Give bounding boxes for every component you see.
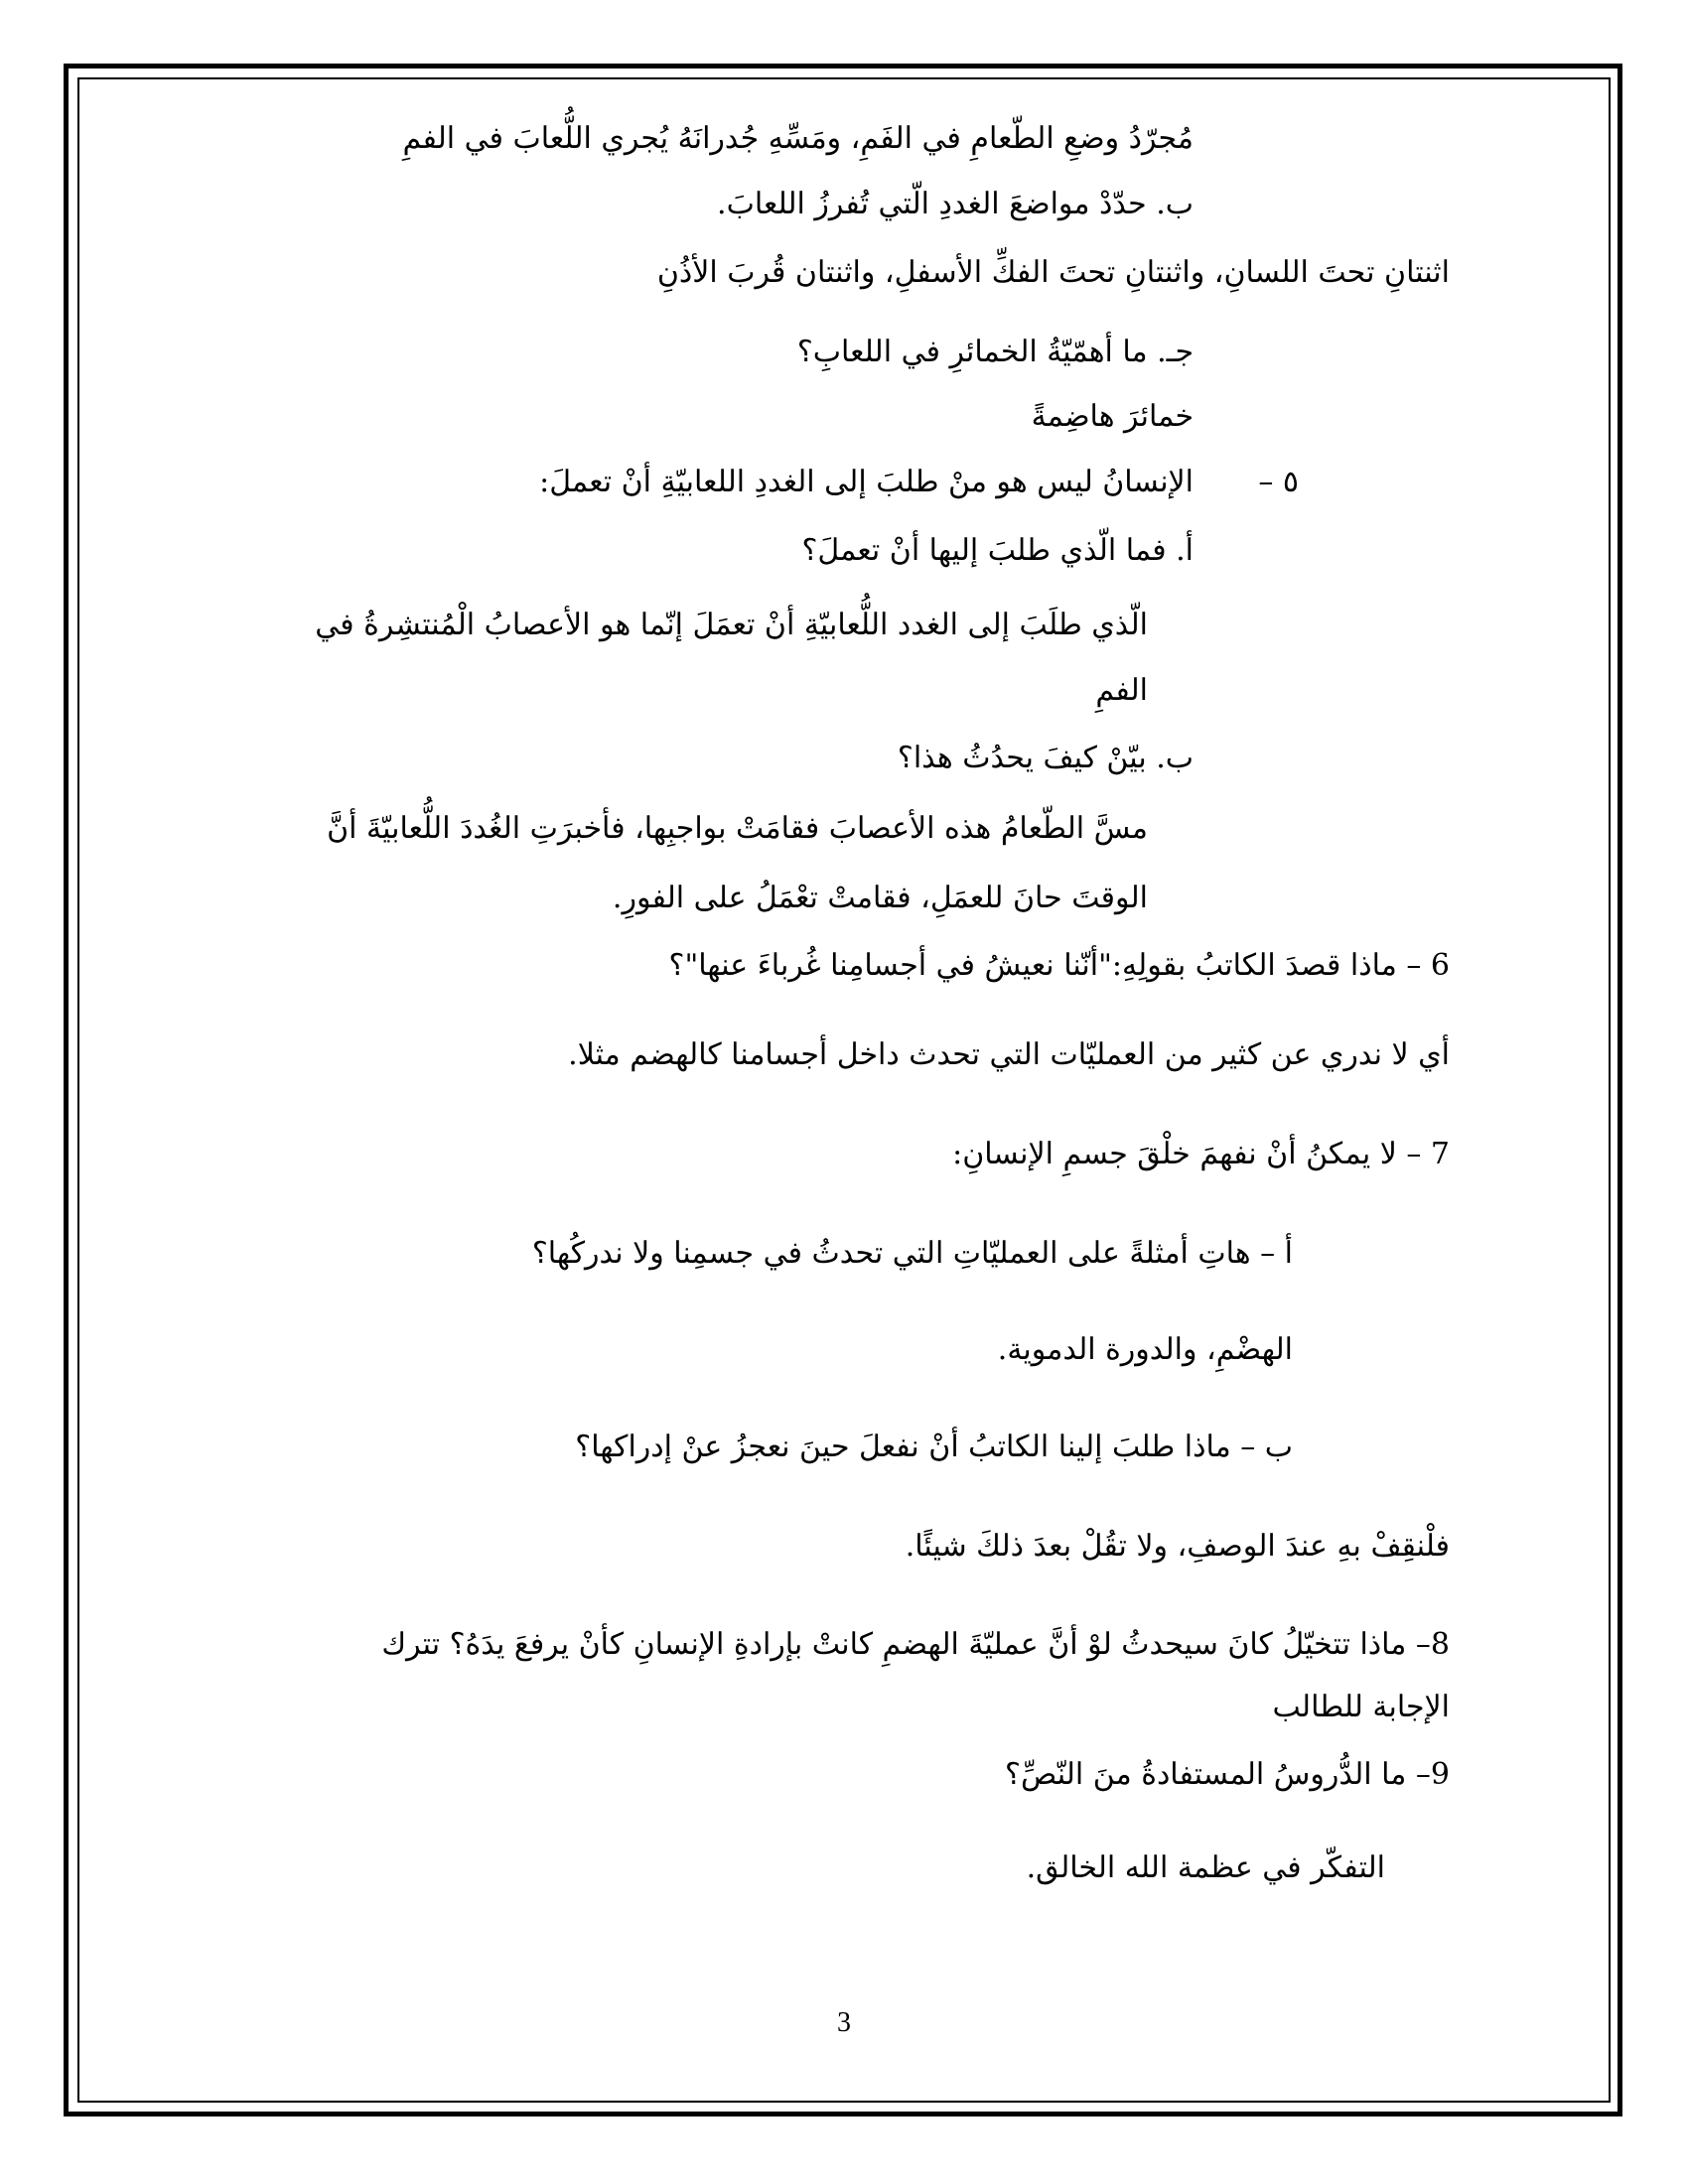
text-line-21: الإجابة للطالب: [1272, 1690, 1450, 1724]
text-line-13: 6 – ماذا قصدَ الكاتبُ بقولِهِ:"أنّنا نعيشُ في أجسامِنا غُرباءَ عنها"؟: [668, 948, 1450, 983]
text-line-5: خمائرَ هاضِمةً: [1031, 399, 1194, 434]
list-marker-5: ٥ –: [1258, 465, 1299, 499]
text-line-22: 9– ما الدُّروسُ المستفادةُ منَ النّصِّ؟: [1005, 1757, 1450, 1792]
page-border-inner: [77, 77, 1611, 2103]
text-line-1: مُجرّدُ وضعِ الطّعامِ في الفَمِ، ومَسِّهِ جُدرانَهُ يُجري اللُّعابَ في الفمِ: [402, 121, 1194, 156]
text-line-12: الوقتَ حانَ للعمَلِ، فقامتْ تعْمَلُ على الفورِ.: [612, 881, 1148, 915]
text-line-10: ب. بيّنْ كيفَ يحدُثُ هذا؟: [897, 741, 1194, 775]
text-line-9: الفمِ: [1095, 673, 1148, 708]
text-line-8: الّذي طلَبَ إلى الغدد اللُّعابيّةِ أنْ تعمَلَ إنّما هو الأعصابُ الْمُنتشِرةُ في: [315, 608, 1148, 642]
text-line-6: الإنسانُ ليس هو منْ طلبَ إلى الغددِ اللعابيّةِ أنْ تعملَ:: [539, 465, 1194, 499]
text-line-4: جـ. ما أهمّيّةُ الخمائرِ في اللعابِ؟: [796, 335, 1194, 369]
text-line-16: أ – هاتِ أمثلةً على العمليّاتِ التي تحدثُ في جسمِنا ولا ندركُها؟: [531, 1236, 1293, 1271]
text-line-3: اثنتانِ تحتَ اللسانِ، واثنتانِ تحتَ الفكِّ الأسفلِ، واثنتان قُربَ الأذُنِ: [656, 255, 1450, 290]
page-number: 3: [837, 2007, 851, 2038]
text-line-11: مسَّ الطّعامُ هذه الأعصابَ فقامَتْ بواجبِها، فأخبرَتِ الغُددَ اللُّعابيّةَ أنَّ: [327, 811, 1148, 846]
text-line-15: 7 – لا يمكنُ أنْ نفهمَ خلْقَ جسمِ الإنسانِ:: [952, 1137, 1450, 1171]
text-line-18: ب – ماذا طلبَ إلينا الكاتبُ أنْ نفعلَ حينَ نعجزُ عنْ إدراكها؟: [575, 1430, 1293, 1464]
text-line-14: أي لا ندري عن كثير من العمليّات التي تحدث داخل أجسامنا كالهضم مثلا.: [568, 1037, 1450, 1072]
text-line-23: التفكّر في عظمة الله الخالق.: [1026, 1850, 1385, 1885]
text-line-7: أ. فما الّذي طلبَ إليها أنْ تعملَ؟: [801, 533, 1194, 568]
text-line-17: الهضْمِ، والدورة الدموية.: [997, 1332, 1293, 1367]
text-line-19: فلْنقِفْ بهِ عندَ الوصفِ، ولا تقُلْ بعدَ ذلكَ شيئًا.: [905, 1529, 1450, 1564]
text-line-2: ب. حدّدْ مواضعَ الغددِ الّتي تُفرزُ اللعابَ.: [717, 187, 1194, 221]
text-line-20: 8– ماذا تتخيّلُ كانَ سيحدثُ لوْ أنَّ عمليّةَ الهضمِ كانتْ بإرادةِ الإنسانِ كأنْ يرفعَ يدَهُ؟ تترك: [381, 1627, 1450, 1662]
